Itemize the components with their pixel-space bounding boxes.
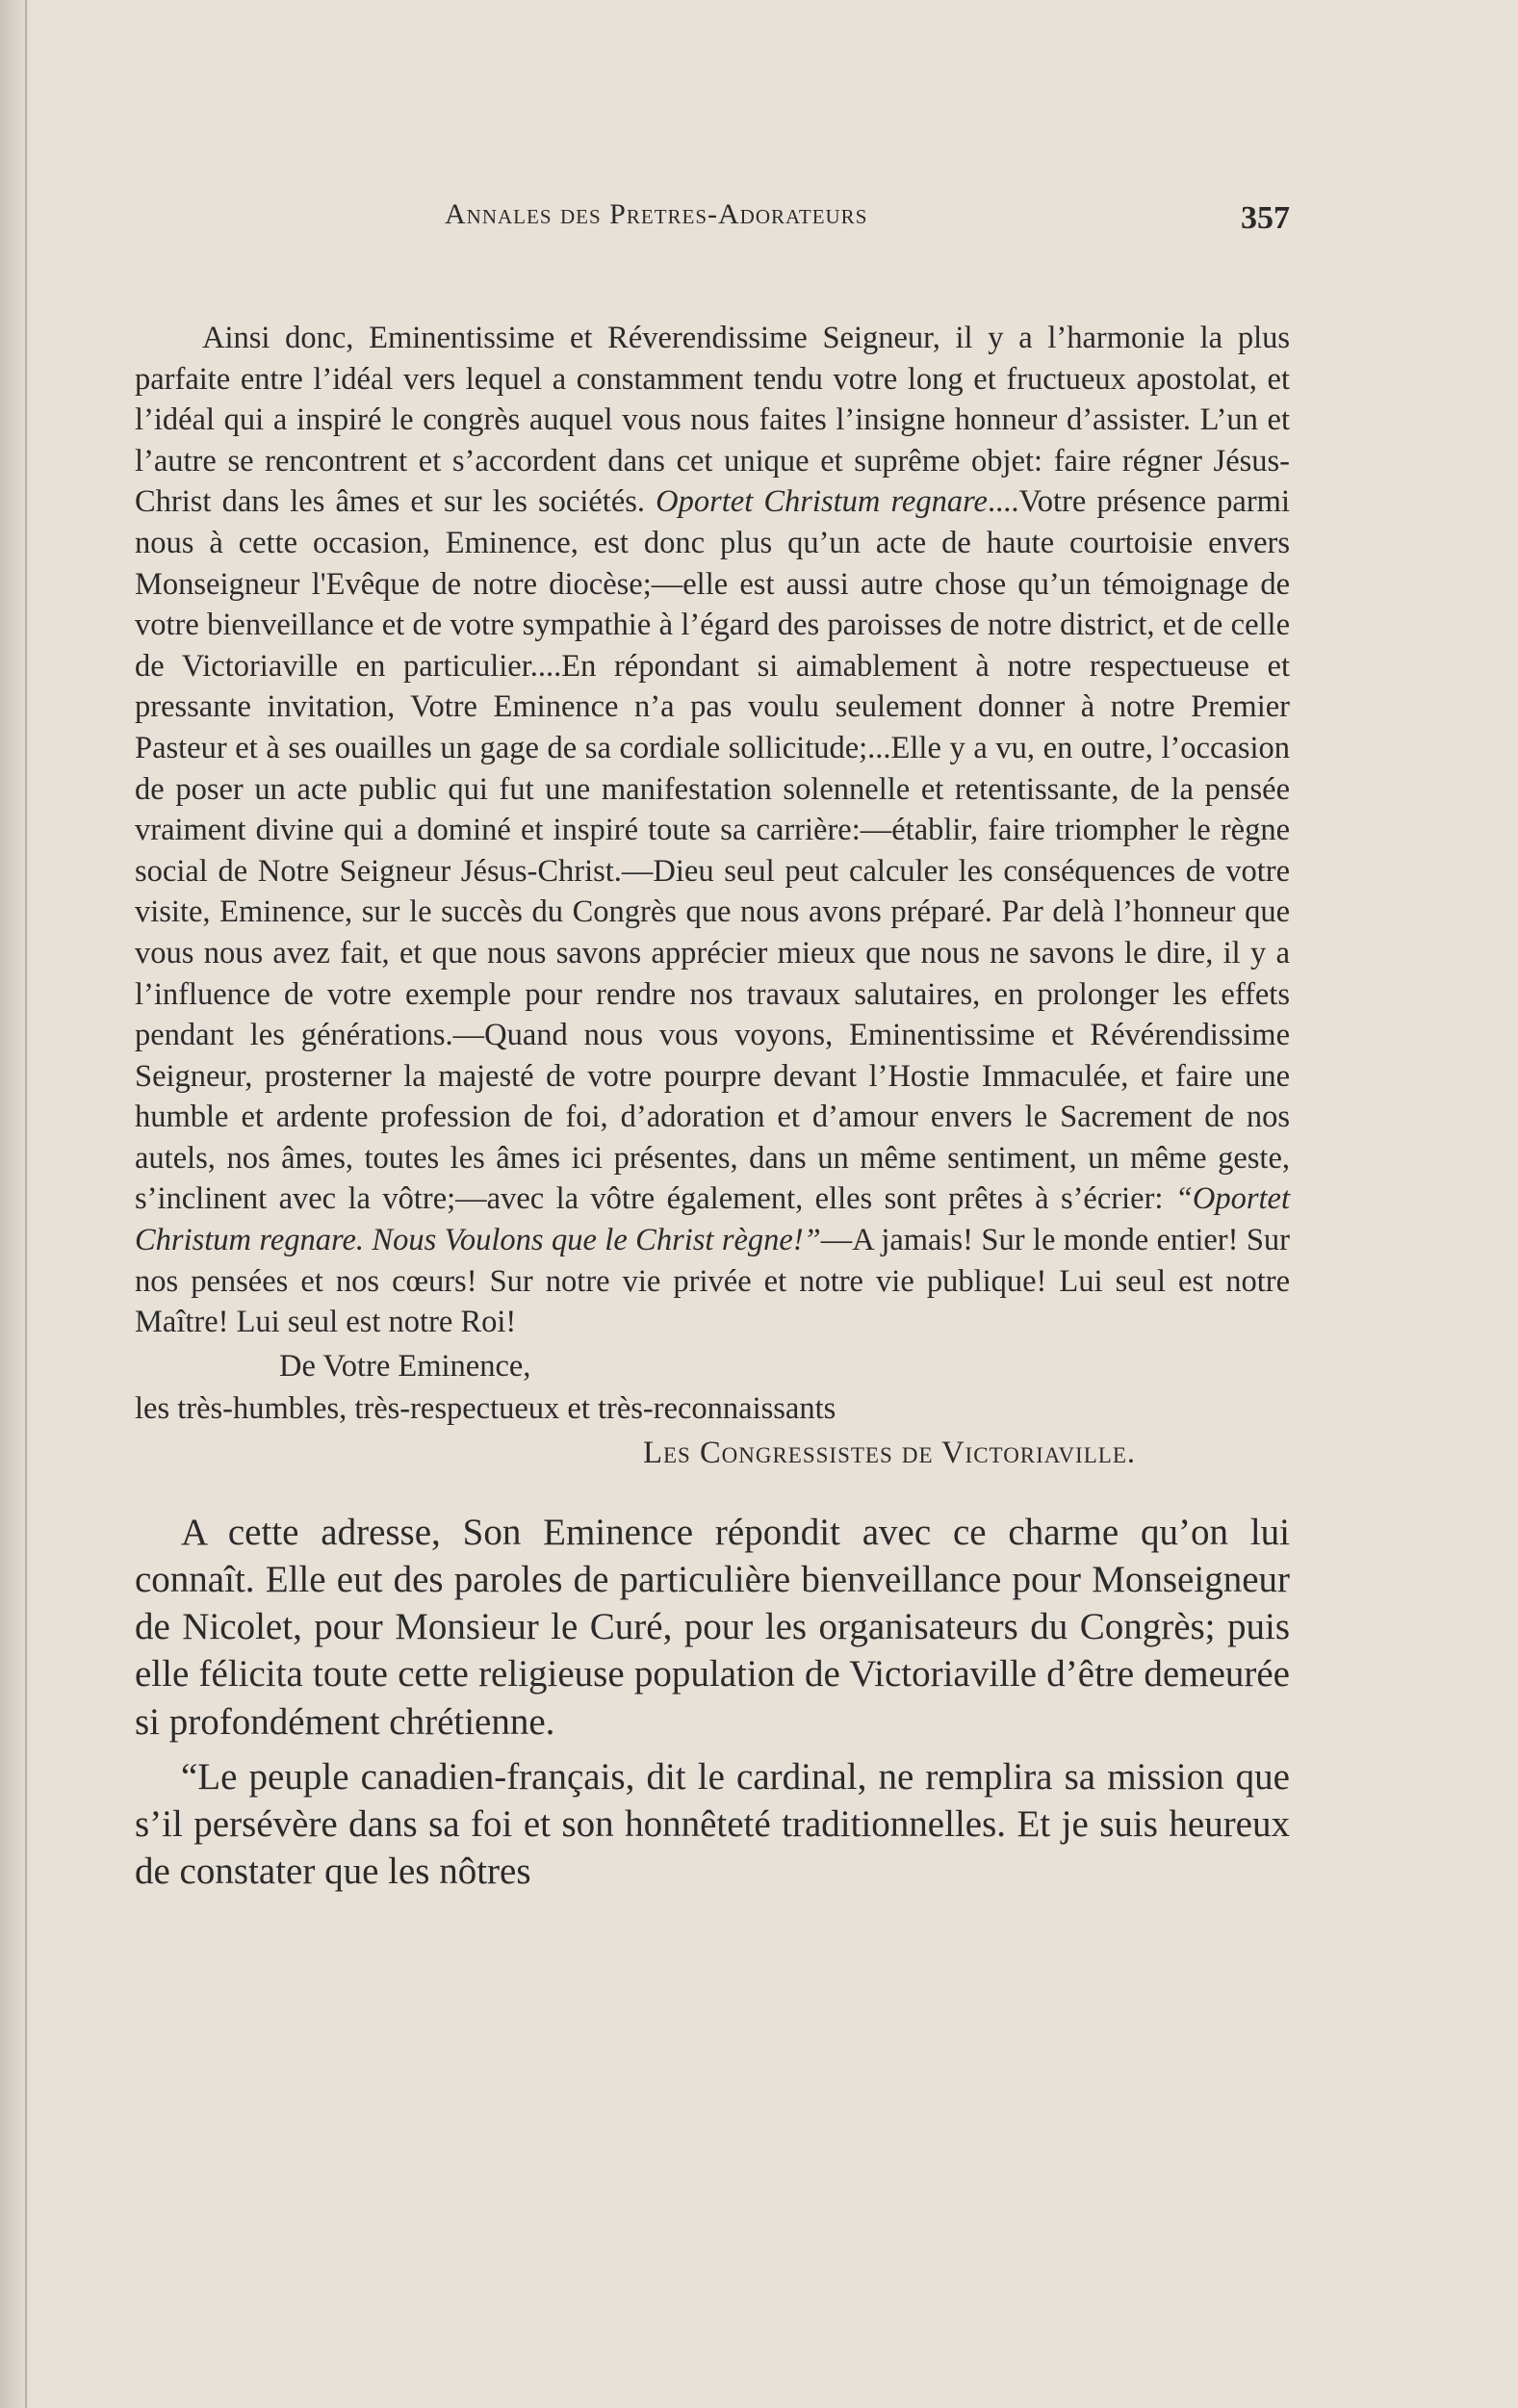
address-paragraph	[135, 318, 1290, 1343]
address-text-1: Ainsi donc, Eminentissime et Réverendissime Seigneur, il y a l’harmonie la plus parfaite entre l’idéal vers lequel a constamment tendu votre long et fructueux apostolat, et l’idéal qui a inspiré le congrès auquel vous nous faites l’insigne honneur d’assister. L’un et l’autre se rencontrent et s’accordent dans cet unique et suprême objet: faire régner Jésus-Christ dans les âmes et sur les sociétés.	[135, 321, 1290, 520]
page-header	[135, 198, 1290, 246]
running-title: Annales des Pretres-Adorateurs	[445, 198, 868, 230]
address-text-2: ....Votre présence parmi nous à cette occasion, Eminence, est donc plus qu’un acte de haute courtoisie envers Monseigneur l'Evêque de notre diocèse;—elle est aussi autre chose qu’un témoignage de votre bienveillance et de votre sympathie à l’égard des paroisses de notre district, et de celle de Victoriaville en particulier....En répondant si aimablement à notre respectueuse et pressante invitation, Votre Eminence n’a pas voulu seulement donner à notre Premier Pasteur et à ses ouailles un gage de sa cordiale sollicitude;...Elle y a vu, en outre, l’occasion de poser un acte public qui fut une manifestation solennelle et retentissante, de la pensée vraiment divine qui a dominé et inspiré toute sa carrière:—établir, faire triompher le règne social de Notre Seigneur Jésus-Christ.—Dieu seul peut calculer les conséquences de votre visite, Eminence, sur le succès du Congrès que nous avons préparé. Par delà l’honneur que vous nous avez fait, et que nous savons apprécier mieux que nous ne savons le dire, il y a l’influence de votre exemple pour rendre nos travaux salutaires, en prolonger les effets pendant les générations.—Quand nous vous voyons, Eminentissime et Révérendissime Seigneur, prosterner la majesté de votre pourpre devant l’Hostie Immaculée, et faire une humble et ardente profession de foi, d’adoration et d’amour envers le Sacrement de nos autels, nos âmes, toutes les âmes ici présentes, dans un même sentiment, un même geste, s’inclinent avec la vôtre;—avec la vôtre également, elles sont prêtes à s’écrier:	[135, 484, 1290, 1217]
page-number: 357	[1241, 200, 1290, 236]
address-italic-1: Oportet Christum regnare	[656, 484, 988, 520]
narrative-paragraph-1: A cette adresse, Son Eminence répondit avec ce charme qu’on lui connaît. Elle eut des paroles de particulière bienveillance pour Monseigneur de Nicolet, pour Monsieur le Curé, pour les organisateurs du Congrès; puis elle félicita toute cette religieuse population de Victoriaville d’être demeurée si profondément chrétienne.	[135, 1511, 1290, 1743]
narrative-paragraph-2: “Le peuple canadien-français, dit le cardinal, ne remplira sa mission que s’il persévère dans sa foi et son honnêteté traditionnelles. Et je suis heureux de constater que les nôtres	[135, 1755, 1290, 1893]
closing-salutation: De Votre Eminence,	[279, 1348, 531, 1384]
closing-names: les très-humbles, très-respectueux et très-reconnaissants	[135, 1390, 836, 1426]
address-text-3: —A jamais! Sur le monde entier! Sur nos pensées et nos cœurs! Sur notre vie privée et notre vie publique! Lui seul est notre Maître! Lui seul est notre Roi!	[135, 1223, 1290, 1340]
page-body	[135, 318, 1290, 1895]
closing-signature: Les Congressistes de Victoriaville.	[643, 1435, 1136, 1470]
address-italic-2: “Oportet Christum regnare. Nous Voulons que le Christ règne!”	[135, 1181, 1291, 1258]
